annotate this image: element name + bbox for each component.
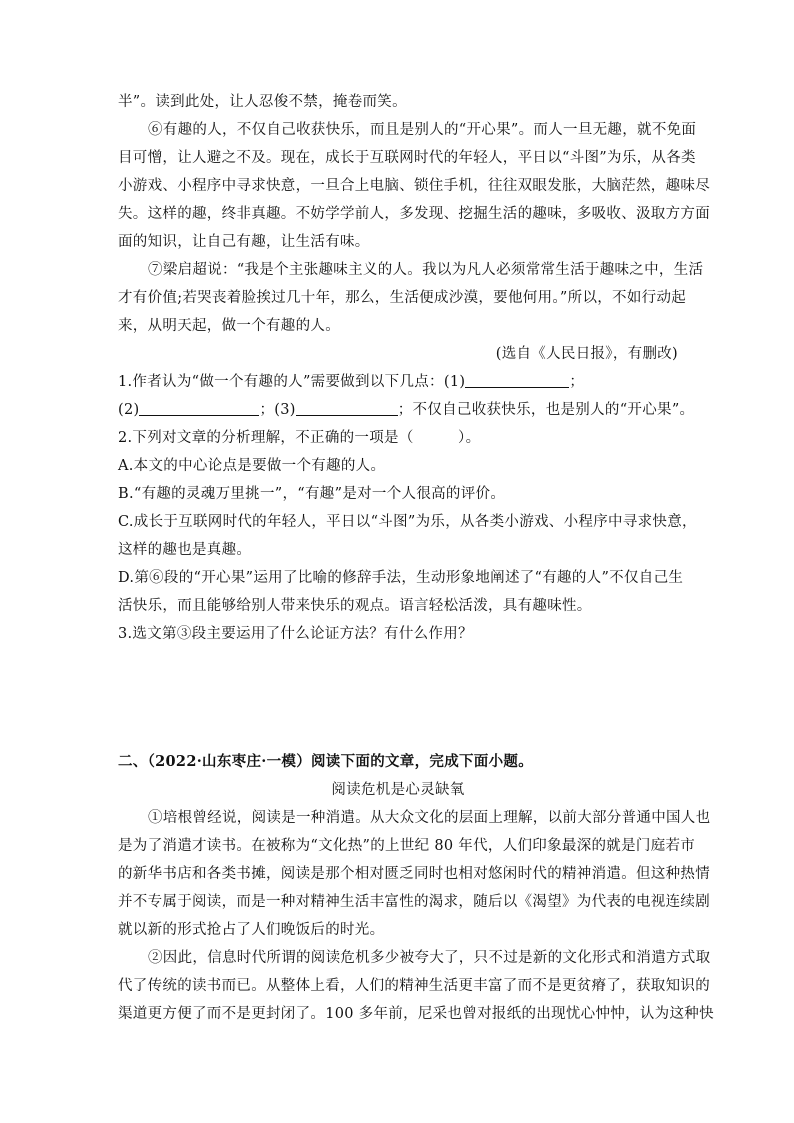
paragraph-5-ending: 半”。读到此处，让人忍俊不禁，掩卷而笑。 (118, 94, 407, 110)
option-a: A.本文的中心论点是要做一个有趣的人。 (118, 458, 386, 474)
section-2-paragraph-1 (118, 804, 711, 944)
paragraph-line: ⑥有趣的人，不仅自己收获快乐，而且是别人的“开心果”。而人一旦无趣，就不免面 (148, 122, 697, 138)
question-1-line-1 (118, 368, 678, 396)
question-2: 2.下列对文章的分析理解，不正确的一项是（ ）。 (118, 430, 481, 446)
option-c-continued: 这样的趣也是真趣。 (118, 542, 252, 558)
paragraph-line: ⑦梁启超说：“我是个主张趣味主义的人。我以为凡人必须常常生活于趣味之中，生活 (148, 262, 704, 278)
option-b: B.“有趣的灵魂万里挑一”，“有趣”是对一个人很高的评价。 (118, 486, 506, 502)
section-2-heading: 二、（2022·山东枣庄·一模）阅读下面的文章，完成下面小题。 (118, 753, 533, 770)
option-c: C.成长于互联网时代的年轻人，平日以“斗图”为乐，从各类小游戏、小程序中寻求快意， (118, 514, 697, 530)
paragraph-line: 代了传统的读书而已。从整体上看，人们的精神生活更丰富了而不是更贫瘠了，获取知识的 (118, 978, 710, 994)
paragraph-line: 是为了消遣才读书。在被称为“文化热”的上世纪 80 年代，人们印象最深的就是门庭若市 (118, 838, 696, 854)
source-note: (选自《人民日报》，有删改) (495, 346, 678, 362)
paragraph-line: 目可憎，让人避之不及。现在，成长于互联网时代的年轻人，平日以“斗图”为乐，从各类 (118, 150, 696, 166)
question-text: (2) (118, 402, 140, 418)
answer-blank-3[interactable] (296, 401, 398, 416)
section-2-paragraph-2 (118, 944, 714, 1028)
question-3: 3.选文第③段主要运用了什么论证方法？有什么作用？ (118, 626, 473, 642)
option-d: D.第⑥段的“开心果”运用了比喻的修辞手法，生动形象地阐述了“有趣的人”不仅自己生 (118, 570, 684, 586)
article-title: 阅读危机是心灵缺氧 (331, 782, 465, 798)
question-1-line-2 (118, 396, 695, 424)
answer-space (118, 648, 678, 748)
paragraph-line: 并不专属于阅读，而是一种对精神生活丰富性的渴求，随后以《渴望》为代表的电视连续剧 (118, 894, 710, 910)
paragraph-7 (118, 256, 704, 340)
paragraph-line: 小游戏、小程序中寻求快意，一旦合上电脑、锁住手机，往往双眼发胀，大脑茫然，趣味尽 (118, 178, 710, 194)
question-text: ； (569, 374, 585, 390)
paragraph-line: ①培根曾经说，阅读是一种消遣。从大众文化的层面上理解，以前大部分普通中国人也 (148, 810, 711, 826)
paragraph-6 (118, 116, 710, 256)
paragraph-line: 才有价值;若哭丧着脸挨过几十年，那么，生活便成沙漠，要他何用。”所以，不如行动起 (118, 290, 687, 306)
paragraph-line: 来，从明天起，做一个有趣的人。 (118, 318, 340, 334)
option-d-continued: 活快乐，而且能够给别人带来快乐的观点。语言轻松活泼，具有趣味性。 (118, 598, 592, 614)
paragraph-line: 面的知识，让自己有趣，让生活有味。 (118, 234, 370, 250)
question-text: ；(3) (259, 402, 296, 418)
question-text: 1.作者认为“做一个有趣的人”需要做到以下几点：(1) (118, 374, 466, 390)
paragraph-line: 渠道更方便了而不是更封闭了。100 多年前，尼采也曾对报纸的出现忧心忡忡，认为这种快 (118, 1006, 714, 1022)
paragraph-line: 就以新的形式抢占了人们晚饭后的时光。 (118, 922, 385, 938)
question-text: ；不仅自己收获快乐，也是别人的“开心果”。 (397, 402, 695, 418)
paragraph-line: 失。这样的趣，终非真趣。不妨学学前人，多发现、挖掘生活的趣味，多吸收、汲取方方面 (118, 206, 710, 222)
answer-blank-1[interactable] (465, 373, 569, 388)
paragraph-line: 的新华书店和各类书摊，阅读是那个相对匮乏同时也相对悠闲时代的精神消遣。但这种热情 (118, 866, 710, 882)
paragraph-line: ②因此，信息时代所谓的阅读危机多少被夸大了，只不过是新的文化形式和消遣方式取 (148, 950, 711, 966)
document-page (118, 88, 714, 1028)
answer-blank-2[interactable] (139, 401, 259, 416)
